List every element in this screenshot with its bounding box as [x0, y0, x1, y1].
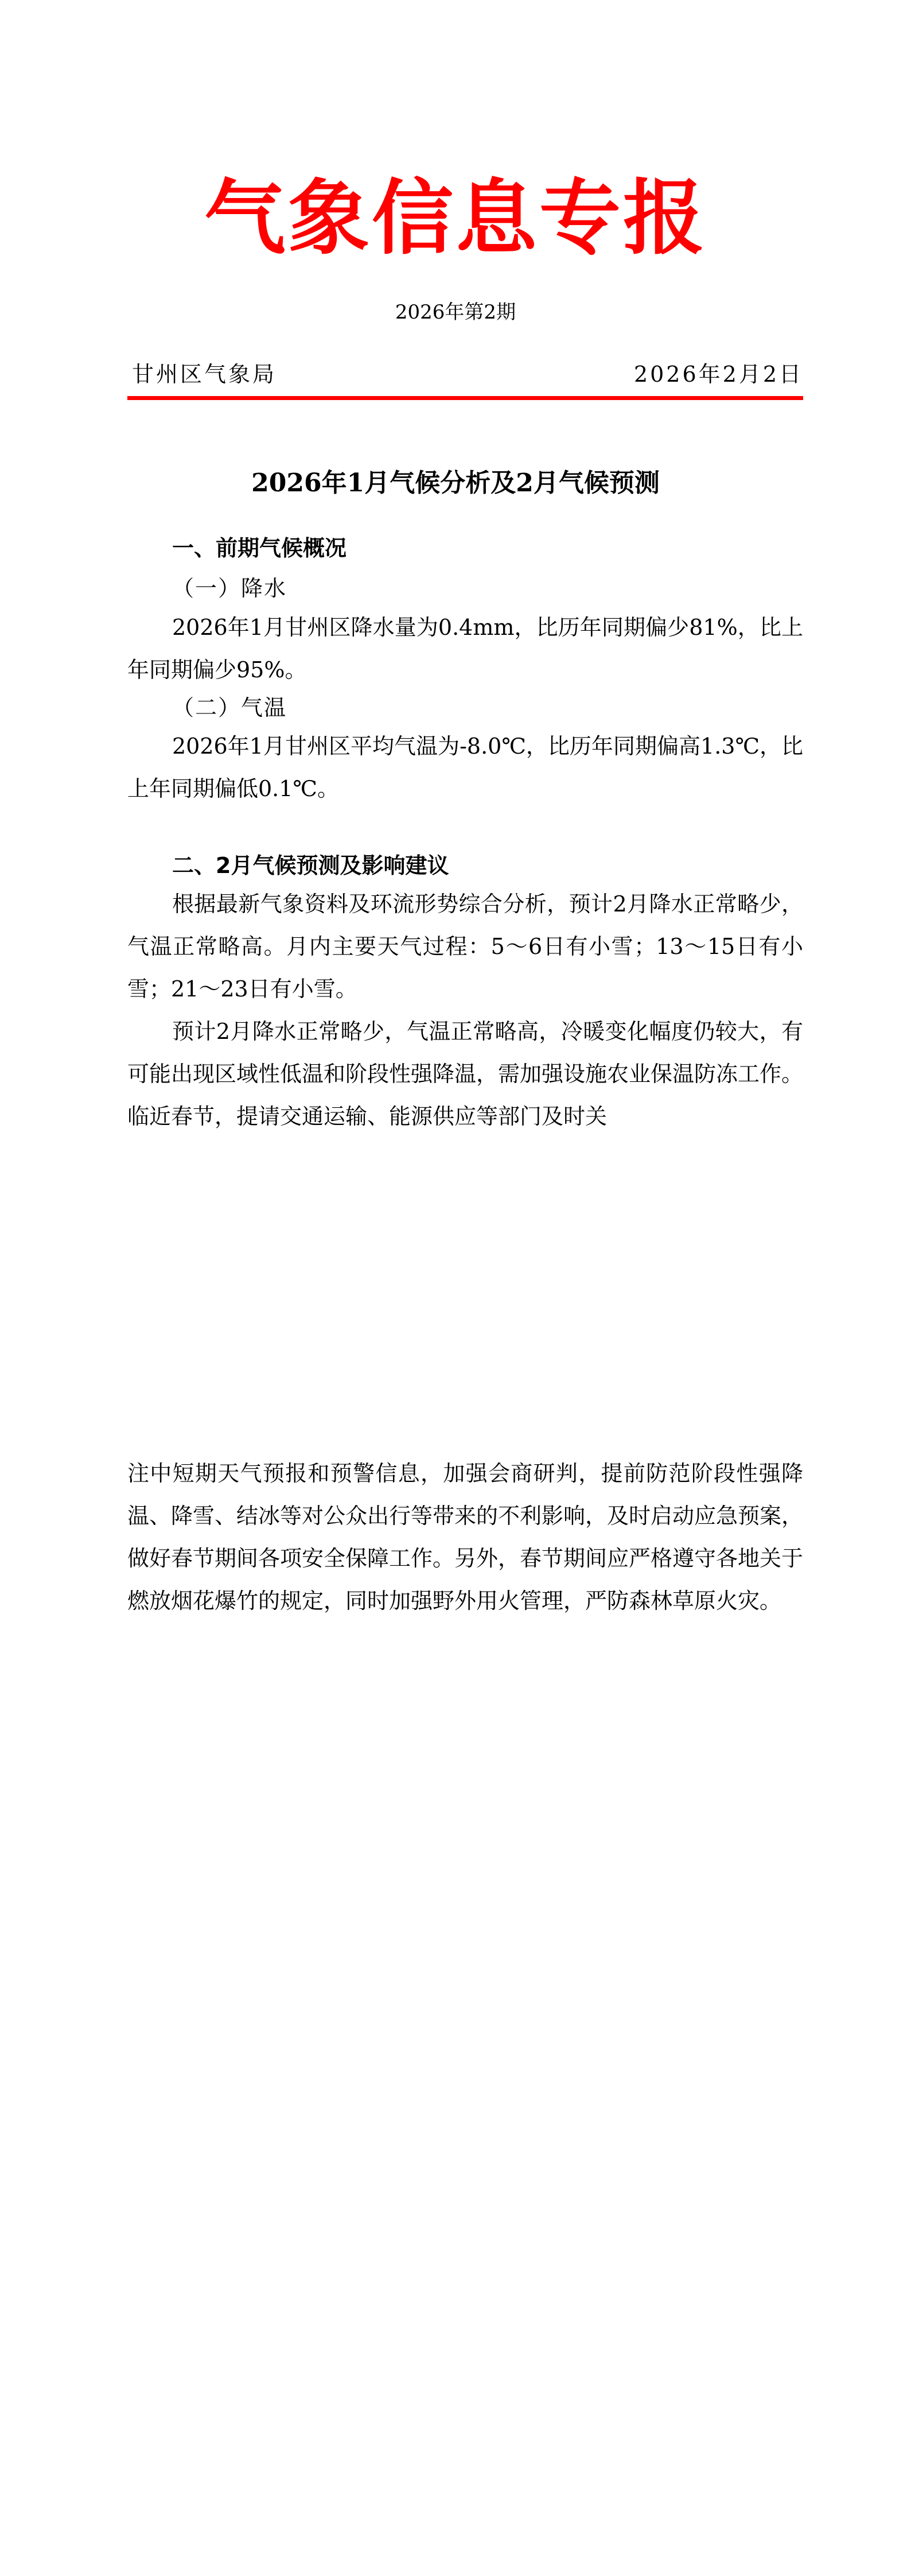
precipitation-paragraph [127, 606, 803, 691]
forecast-paragraph [127, 883, 803, 1010]
red-divider [127, 396, 803, 400]
issue-date: 2026年2月2日 [633, 362, 803, 387]
temperature-paragraph [127, 725, 803, 810]
subheading-temperature: （二）气温 [172, 695, 287, 720]
section-heading-forecast: 二、2月气候预测及影响建议 [172, 853, 449, 878]
advice-paragraph-part2 [127, 1452, 803, 1622]
section-heading-climate-overview: 一、前期气候概况 [172, 536, 347, 561]
document-heading: 2026年1月气候分析及2月气候预测 [251, 468, 660, 498]
advice-text-part1: 预计2月降水正常略少，气温正常略高，冷暖变化幅度仍较大，有可能出现区域性低温和阶段性强降温，需加强设施农业保温防冻工作。临近春节，提请交通运输、能源供应等部门及时关 [127, 1019, 804, 1129]
precipitation-text: 2026年1月甘州区降水量为0.4mm，比历年同期偏少81%，比上年同期偏少95%。 [127, 615, 803, 682]
advice-text-part2: 注中短期天气预报和预警信息，加强会商研判，提前防范阶段性强降温、降雪、结冰等对公众出行等带来的不利影响，及时启动应急预案，做好春节期间各项安全保障工作。另外，春节期间应严格遵守各地关于燃放烟花爆竹的规定，同时加强野外用火管理，严防森林草原火灾。 [127, 1461, 804, 1613]
page-title: 气象信息专报 [204, 170, 707, 266]
subheading-precipitation: （一）降水 [172, 576, 287, 601]
temperature-text: 2026年1月甘州区平均气温为-8.0℃，比历年同期偏高1.3℃，比上年同期偏低0.1℃。 [127, 734, 803, 801]
advice-paragraph-part1 [127, 1010, 803, 1138]
forecast-text: 根据最新气象资料及环流形势综合分析，预计2月降水正常略少，气温正常略高。月内主要天气过程：5～6日有小雪；13～15日有小雪；21～23日有小雪。 [127, 891, 803, 1002]
header-meta-line [127, 360, 803, 388]
issuer-name: 甘州区气象局 [132, 362, 277, 387]
issue-number: 2026年第2期 [395, 301, 516, 324]
